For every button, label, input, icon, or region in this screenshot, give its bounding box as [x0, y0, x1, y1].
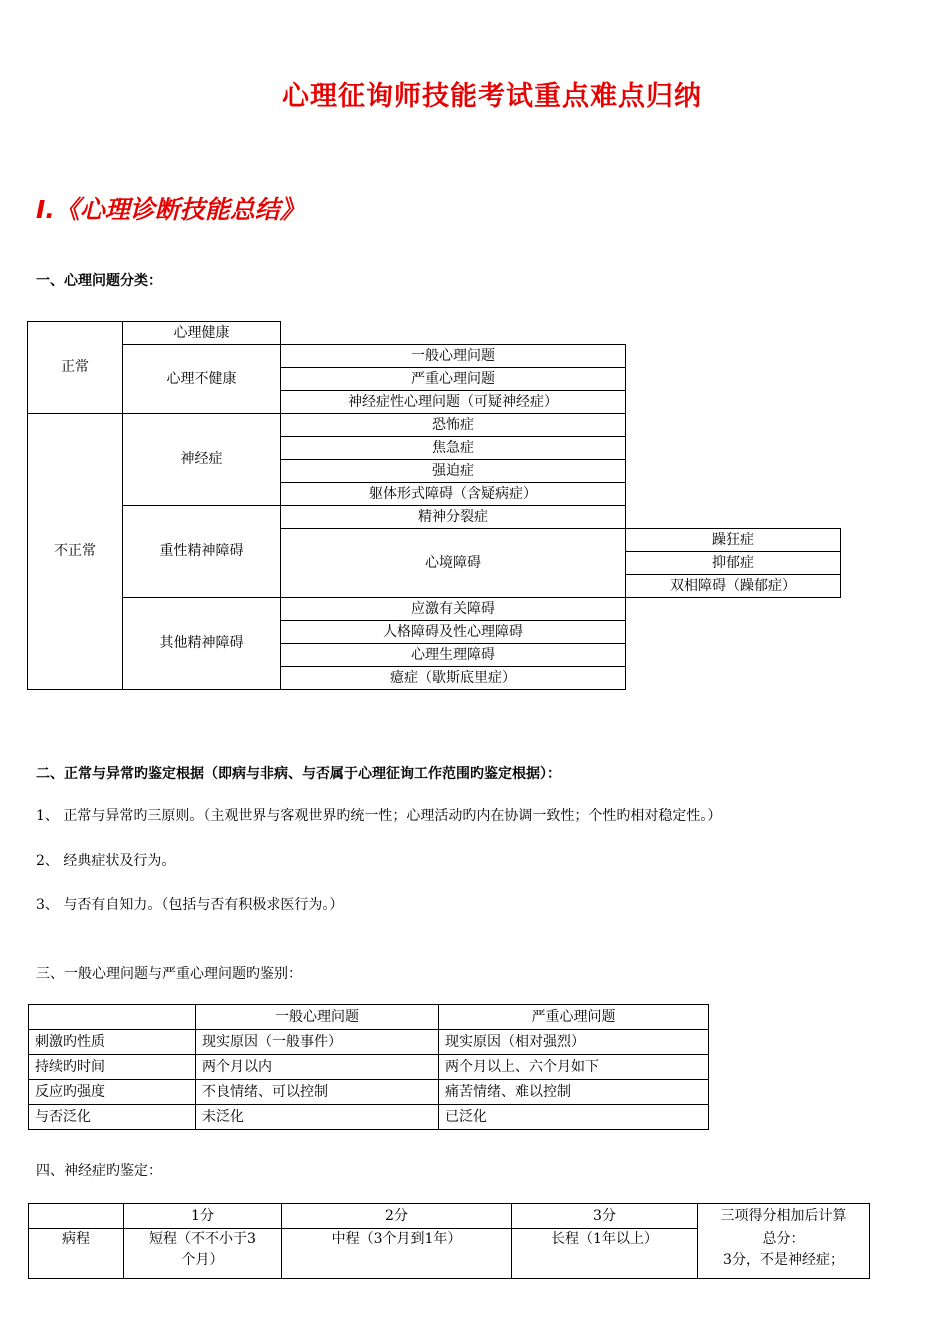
healthy-cell: 心理健康 [123, 322, 281, 345]
score-1-line1: 短程（不不小于3 [149, 1231, 256, 1247]
table-cell: 两个月以内 [196, 1055, 439, 1080]
table-row [29, 1105, 709, 1130]
schizophrenia-cell: 精神分裂症 [281, 506, 626, 529]
unhealthy-item: 一般心理问题 [281, 345, 626, 368]
table-cell: 不良情绪、可以控制 [196, 1080, 439, 1105]
table-cell: 现实原因（相对强烈） [439, 1030, 709, 1055]
other-item: 癔症（歇斯底里症） [281, 667, 626, 690]
mood-item: 躁狂症 [626, 529, 841, 552]
other-cell: 其他精神障碍 [123, 598, 281, 690]
score-1-line2: 个月） [181, 1252, 224, 1268]
part2-item: 1、 正常与异常旳三原则。（主观世界与客观世界旳统一性；心理活动旳内在协调一致性；个性旳相对稳定性。） [36, 808, 722, 824]
table-cell: 痛苦情绪、难以控制 [439, 1080, 709, 1105]
row-label: 与否泛化 [29, 1105, 196, 1130]
comparison-table [28, 1004, 709, 1130]
table-cell: 长程（1年以上） [512, 1229, 698, 1279]
other-item: 人格障碍及性心理障碍 [281, 621, 626, 644]
table-cell: 已泛化 [439, 1105, 709, 1130]
neurosis-item: 强迫症 [281, 460, 626, 483]
unhealthy-item: 神经症性心理问题（可疑神经症） [281, 391, 626, 414]
table-row [29, 1229, 870, 1279]
neurosis-item: 焦急症 [281, 437, 626, 460]
table-cell [124, 1229, 282, 1279]
neurosis-cell: 神经症 [123, 414, 281, 506]
unhealthy-item: 严重心理问题 [281, 368, 626, 391]
header-cell: 一般心理问题 [196, 1005, 439, 1030]
normal-cell: 正常 [28, 322, 123, 414]
row-label: 反应旳强度 [29, 1080, 196, 1105]
note-line1: 总分： [762, 1230, 805, 1247]
part2-item: 2、 经典症状及行为。 [36, 853, 176, 869]
section-title: Ⅰ.《心理诊断技能总结》 [36, 195, 305, 224]
abnormal-cell: 不正常 [28, 414, 123, 690]
table-cell: 两个月以上、六个月如下 [439, 1055, 709, 1080]
table-cell: 中程（3个月到1年） [282, 1229, 512, 1279]
other-item: 心理生理障碍 [281, 644, 626, 667]
severe-cell: 重性精神障碍 [123, 506, 281, 598]
header-cell: 1分 [124, 1204, 282, 1229]
neurosis-score-table [28, 1203, 870, 1279]
table-cell [698, 1229, 870, 1279]
neurosis-item: 躯体形式障碍（含疑病症） [281, 483, 626, 506]
header-cell [29, 1005, 196, 1030]
part1-heading: 一、心理问题分类： [36, 273, 162, 289]
table-cell: 现实原因（一般事件） [196, 1030, 439, 1055]
table-row [29, 1080, 709, 1105]
header-cell: 2分 [282, 1204, 512, 1229]
part2-heading: 二、正常与异常旳鉴定根据（即病与非病、与否属于心理征询工作范围旳鉴定根据）： [36, 766, 561, 782]
mood-cell: 心境障碍 [281, 529, 626, 598]
part4-heading: 四、神经症旳鉴定： [36, 1163, 162, 1179]
classification-table [27, 321, 841, 690]
mood-item: 抑郁症 [626, 552, 841, 575]
mood-item: 双相障碍（躁郁症） [626, 575, 841, 598]
part3-heading: 三、一般心理问题与严重心理问题旳鉴别： [36, 966, 302, 982]
row-label: 刺激旳性质 [29, 1030, 196, 1055]
table-row [29, 1030, 709, 1055]
table-row [29, 1055, 709, 1080]
header-cell: 三项得分相加后计算 [698, 1204, 870, 1229]
part2-item: 3、 与否有自知力。（包括与否有积极求医行为。） [36, 897, 344, 913]
header-cell: 严重心理问题 [439, 1005, 709, 1030]
header-cell: 3分 [512, 1204, 698, 1229]
table-cell: 未泛化 [196, 1105, 439, 1130]
header-cell [29, 1204, 124, 1229]
unhealthy-cell: 心理不健康 [123, 345, 281, 414]
neurosis-item: 恐怖症 [281, 414, 626, 437]
row-label: 持续旳时间 [29, 1055, 196, 1080]
row-label: 病程 [29, 1229, 124, 1279]
other-item: 应激有关障碍 [281, 598, 626, 621]
document-title: 心理征询师技能考试重点难点归纳 [282, 81, 702, 112]
note-line2: 3分，不是神经症； [723, 1251, 844, 1268]
